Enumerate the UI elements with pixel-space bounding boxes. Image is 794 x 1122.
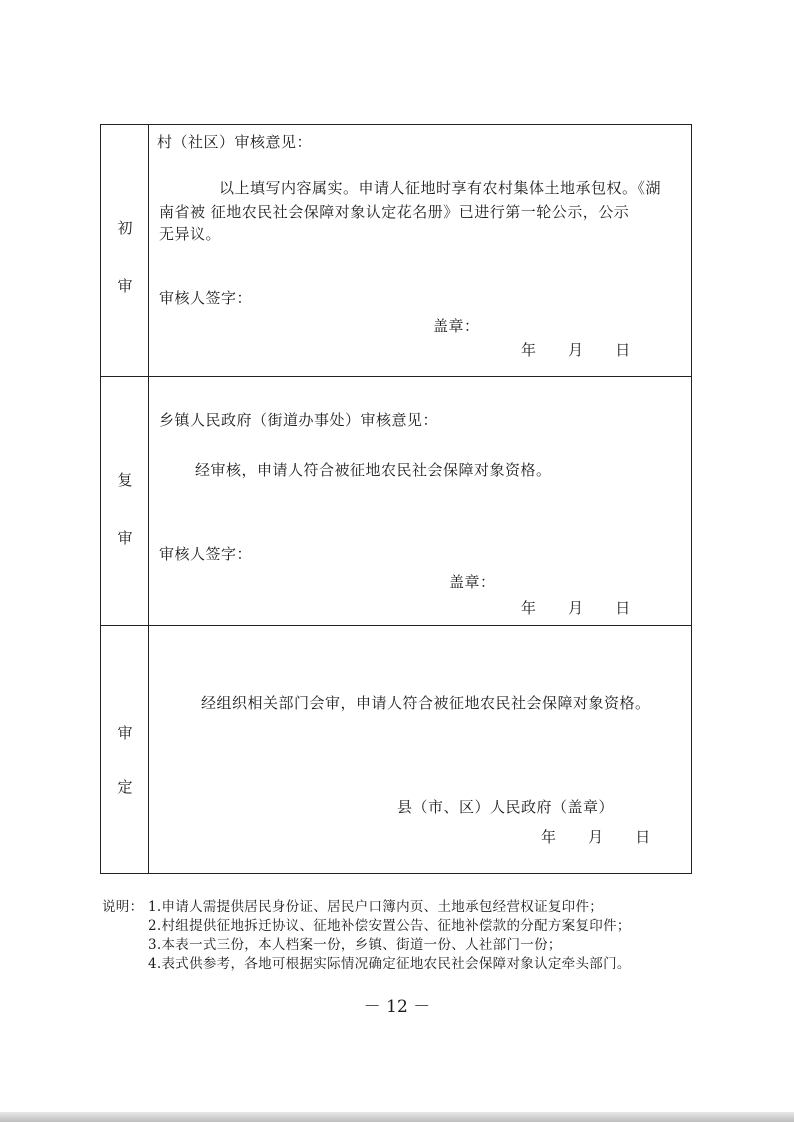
note-item: 说明： 1.申请人需提供居民身份证、居民户口簿内页、土地承包经营权证复印件； — [102, 899, 604, 915]
note-item: 2.村组提供征地拆迁协议、征地补偿安置公告、征地补偿款的分配方案复印件； — [148, 918, 631, 934]
second-reviewer-signature-label: 审核人签字： — [159, 545, 253, 563]
second-seal-label: 盖章： — [449, 573, 496, 591]
second-review-label — [101, 377, 149, 625]
second-review-row — [101, 377, 691, 626]
label-char: 定 — [117, 778, 133, 796]
second-review-heading: 乡镇人民政府（街道办事处）审核意见： — [159, 411, 439, 429]
label-char: 初 — [117, 219, 133, 237]
note-item: 4.表式供参考，各地可根据实际情况确定征地农民社会保障对象认定牵头部门。 — [148, 956, 631, 972]
final-approval-content — [149, 626, 691, 873]
page-number: － 12 － — [363, 997, 431, 1017]
final-approval-body: 经组织相关部门会审，申请人符合被征地农民社会保障对象资格。 — [201, 694, 651, 712]
second-date: 年 月 日 — [521, 599, 631, 617]
label-char: 审 — [117, 529, 133, 547]
label-char: 审 — [117, 724, 133, 742]
notes — [102, 898, 631, 974]
final-approval-date: 年 月 日 — [541, 828, 651, 846]
final-approval-label — [101, 626, 149, 873]
page-bottom-edge — [0, 1112, 794, 1122]
second-review-body: 经审核，申请人符合被征地农民社会保障对象资格。 — [195, 461, 552, 479]
note-item: 3.本表一式三份，本人档案一份，乡镇、街道一份、人社部门一份； — [148, 937, 562, 953]
label-char: 审 — [117, 277, 133, 295]
initial-review-content — [149, 125, 691, 376]
initial-review-label — [101, 125, 149, 376]
label-char: 复 — [117, 471, 133, 489]
initial-review-body-line: 南省被 征地农民社会保障对象认定花名册》已进行第一轮公示，公示 — [159, 203, 630, 221]
second-review-content — [149, 377, 691, 625]
initial-review-body-line: 无异议。 — [159, 225, 222, 243]
initial-reviewer-signature-label: 审核人签字： — [159, 289, 253, 307]
initial-seal-label: 盖章： — [433, 317, 480, 335]
initial-review-row — [101, 125, 691, 377]
notes-heading: 说明： — [102, 899, 144, 915]
initial-review-heading: 村（社区）审核意见： — [157, 133, 313, 151]
review-form-table — [100, 124, 692, 874]
final-approval-authority: 县（市、区）人民政府（盖章） — [397, 798, 615, 816]
initial-review-body-line: 以上填写内容属实。申请人征地时享有农村集体土地承包权。《湖 — [219, 179, 662, 197]
final-approval-row — [101, 626, 691, 873]
initial-date: 年 月 日 — [521, 341, 631, 359]
